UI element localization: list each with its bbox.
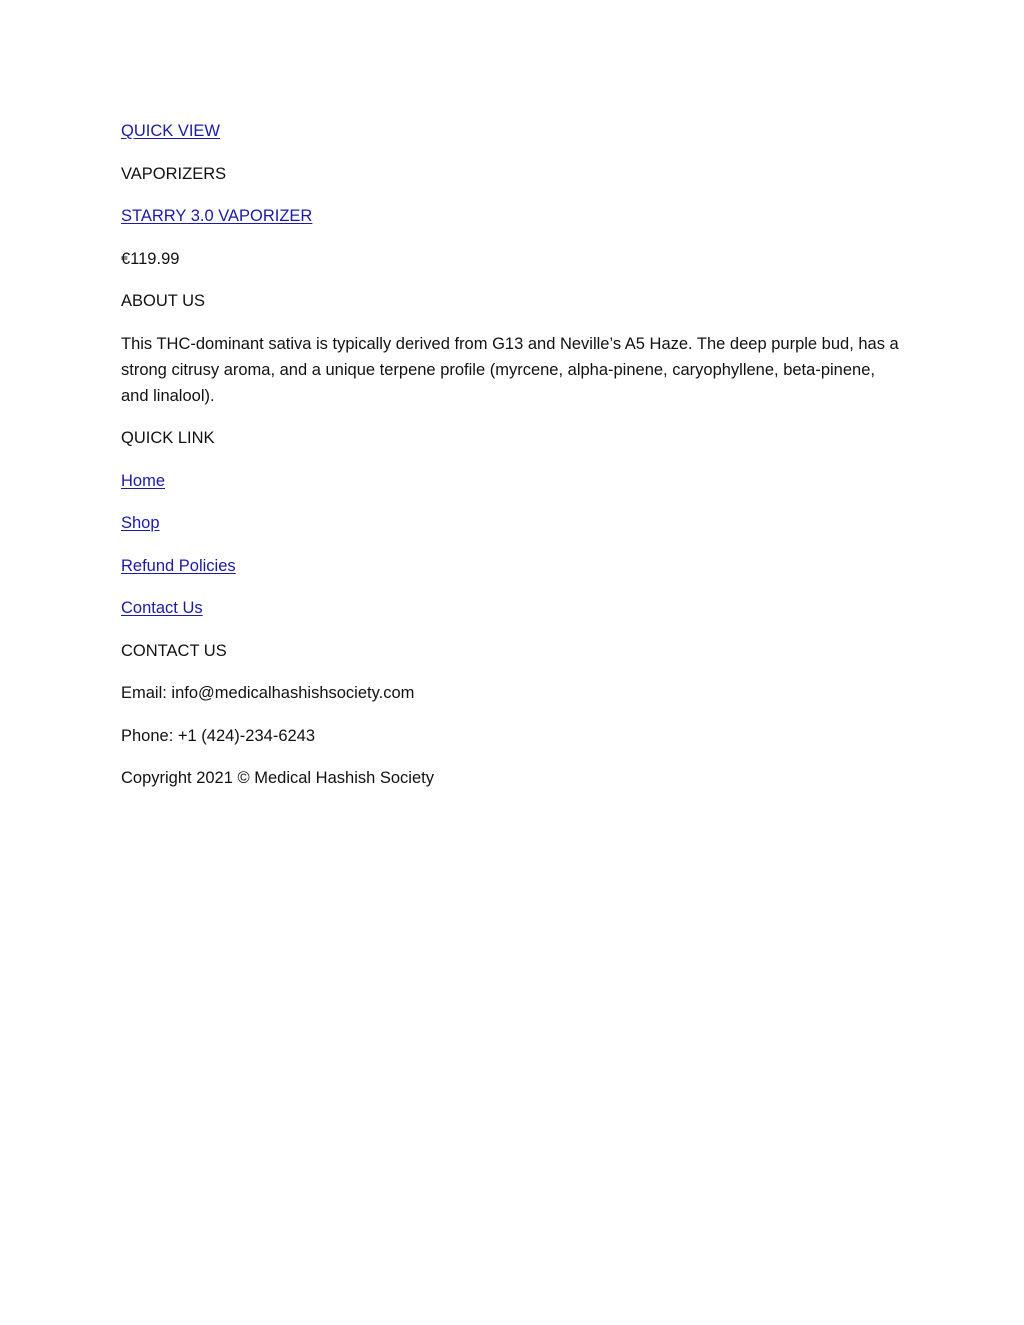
about-heading: ABOUT US	[121, 292, 206, 310]
quick-link-contact-us[interactable]: Contact Us	[121, 599, 203, 617]
about-text: This THC-dominant sativa is typically derived from G13 and Neville’s A5 Haze. The deep purple bud, has a strong citrusy aroma, and a unique terpene profile (myrcene, alpha-pinene, caryophyllene, beta-pinene, and linalool).	[121, 334, 899, 405]
contact-email: Email: info@medicalhashishsociety.com	[121, 684, 415, 702]
quick-links-heading: QUICK LINK	[121, 429, 215, 447]
quick-link-refund-policies[interactable]: Refund Policies	[121, 556, 236, 575]
copyright-text: Copyright 2021 © Medical Hashish Society	[121, 769, 434, 787]
page-content	[121, 118, 901, 808]
contact-phone: Phone: +1 (424)-234-6243	[121, 726, 316, 745]
quick-link-home[interactable]: Home	[121, 471, 166, 490]
product-name-link[interactable]: STARRY 3.0 VAPORIZER	[121, 207, 313, 225]
contact-heading: CONTACT US	[121, 641, 227, 660]
product-price: €119.99	[121, 249, 180, 268]
product-category: VAPORIZERS	[121, 164, 227, 183]
quick-link-shop[interactable]: Shop	[121, 514, 160, 532]
quick-view-link[interactable]: QUICK VIEW	[121, 122, 221, 140]
